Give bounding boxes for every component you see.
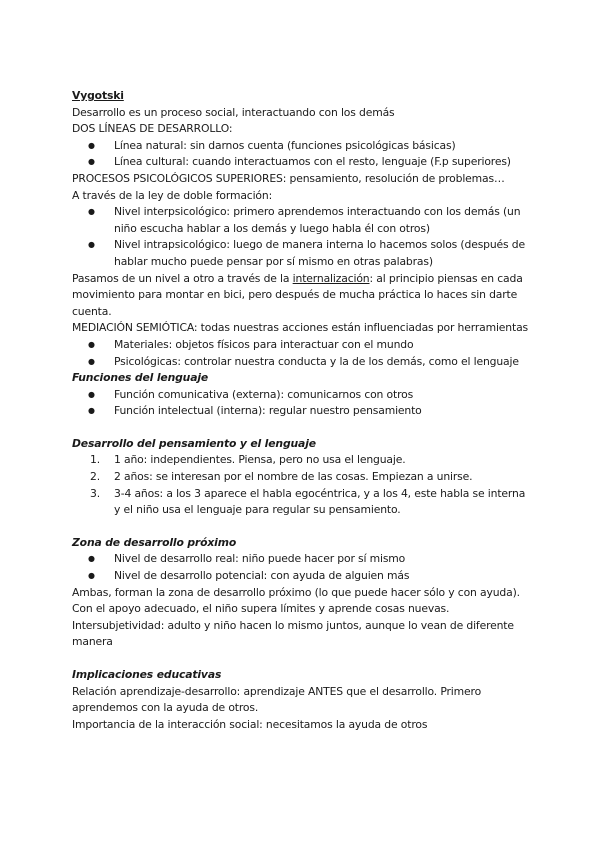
list-item: 1. 1 año: independientes. Piensa, pero no usa el lenguaje.: [90, 453, 406, 467]
funciones-heading: Funciones del lenguaje: [72, 371, 209, 385]
importancia-paragraph: Importancia de la interacción social: necesitamos la ayuda de otros: [72, 717, 428, 731]
list-item: ● Función comunicativa (externa): comunicarnos con otros: [72, 387, 532, 404]
list-item: ● Función intelectual (interna): regular nuestro pensamiento: [72, 403, 532, 420]
funciones-list: [72, 387, 532, 420]
mediacion-paragraph: MEDIACIÓN SEMIÓTICA: todas nuestras acciones están influenciadas por herramientas: [72, 321, 529, 335]
internalizacion-paragraph: Pasamos de un nivel a otro a través de la internalización: al principio piensas en cada movimiento para montar en bici, pero después de mucha práctica lo haces sin darte cuenta.: [72, 271, 523, 318]
item-label: Línea cultural: [114, 155, 186, 169]
desarrollo-list: [72, 452, 532, 518]
document-body: [72, 88, 532, 733]
relacion-paragraph: Relación aprendizaje-desarrollo: aprendizaje ANTES que el desarrollo. Primero aprendemos con la ayuda de otros.: [72, 684, 482, 715]
list-item: ● Nivel de desarrollo real: niño puede hacer por sí mismo: [72, 551, 532, 568]
list-item: 2. 2 años: se interesan por el nombre de las cosas. Empiezan a unirse.: [90, 470, 473, 484]
list-item: ● Nivel de desarrollo potencial: con ayuda de alguien más: [72, 568, 532, 585]
intro-line: Desarrollo es un proceso social, interactuando con los demás: [72, 105, 395, 119]
lineas-list: [72, 138, 532, 171]
list-item: ● Nivel intrapsicológico: luego de manera interna lo hacemos solos (después de hablar mucho puede pensar por sí mismo en otras palabras): [72, 237, 532, 270]
doble-formacion-line: A través de la ley de doble formación:: [72, 188, 273, 202]
dos-lineas-label: DOS LÍNEAS DE DESARROLLO:: [72, 122, 233, 136]
list-item: ● Psicológicas: controlar nuestra conducta y la de los demás, como el lenguaje: [72, 354, 532, 371]
item-text: : cuando interactuamos con el resto, lenguaje (F.p superiores): [185, 155, 511, 169]
internalizacion-term: internalización: [292, 271, 370, 285]
implicaciones-heading: Implicaciones educativas: [72, 668, 222, 681]
zona-list: [72, 551, 532, 584]
list-item: [72, 154, 532, 171]
intersubjetividad-paragraph: Intersubjetividad: adulto y niño hacen lo mismo juntos, aunque lo vean de diferente manera: [72, 618, 514, 649]
list-item: 3. 3-4 años: a los 3 aparece el habla egocéntrica, y a los 4, este habla se interna y el niño usa el lenguaje para regular su pensamiento.: [90, 486, 526, 517]
list-item: ● Materiales: objetos físicos para interactuar con el mundo: [72, 337, 532, 354]
item-text: : sin darnos cuenta (funciones psicológicas básicas): [183, 138, 456, 152]
niveles-list: [72, 204, 532, 270]
herramientas-list: [72, 337, 532, 370]
list-item: ● Nivel interpsicológico: primero aprendemos interactuando con los demás (un niño escucha hablar a los demás y luego habla él con otros): [72, 204, 532, 237]
procesos-line: PROCESOS PSICOLÓGICOS SUPERIORES: pensamiento, resolución de problemas…: [72, 171, 505, 185]
zona-heading: Zona de desarrollo próximo: [72, 535, 237, 549]
ambas-paragraph: Ambas, forman la zona de desarrollo próximo (lo que puede hacer sólo y con ayuda). Con el apoyo adecuado, el niño supera límites y aprende cosas nuevas.: [72, 585, 520, 616]
item-label: Línea natural: [114, 138, 184, 152]
document-title: Vygotski: [72, 89, 124, 102]
list-item: [72, 138, 532, 155]
desarrollo-heading: Desarrollo del pensamiento y el lenguaje: [72, 436, 316, 450]
